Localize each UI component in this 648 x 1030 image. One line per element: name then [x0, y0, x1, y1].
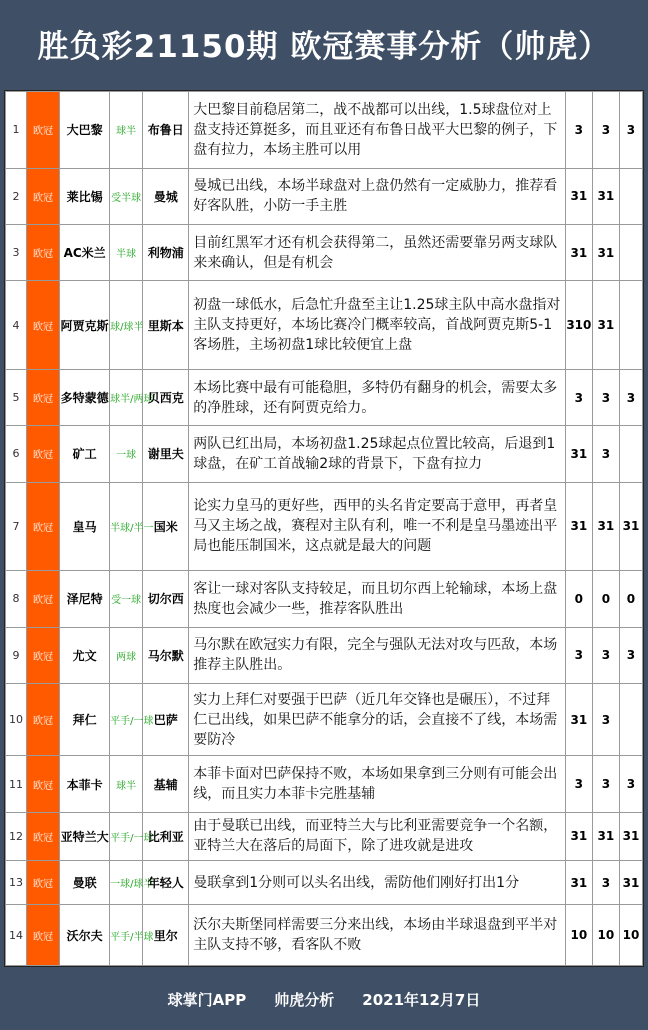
home-team: 亚特兰大	[60, 812, 110, 860]
away-team: 国米	[143, 482, 189, 571]
pick-2: 3	[592, 756, 619, 812]
handicap: 平手/一球	[110, 812, 143, 860]
pick-1: 0	[565, 571, 592, 627]
pick-3: 0	[619, 571, 642, 627]
home-team: 本菲卡	[60, 756, 110, 812]
away-team: 基辅	[143, 756, 189, 812]
analysis-note: 曼城已出线，本场半球盘对上盘仍然有一定威胁力，推荐看好客队胜，小防一手主胜	[189, 168, 566, 224]
analysis-note: 本菲卡面对巴萨保持不败，本场如果拿到三分则有可能会出线，而且实力本菲卡完胜基辅	[189, 756, 566, 812]
league-tag: 欧冠	[27, 482, 60, 571]
pick-3: 31	[619, 812, 642, 860]
row-number: 8	[6, 571, 27, 627]
home-team: 尤文	[60, 627, 110, 683]
pick-2: 3	[592, 92, 619, 169]
footer-author: 帅虎分析	[274, 990, 335, 1009]
home-team: 泽尼特	[60, 571, 110, 627]
pick-2: 31	[592, 168, 619, 224]
pick-2: 31	[592, 482, 619, 571]
away-team: 里斯本	[143, 281, 189, 370]
away-team: 贝西克	[143, 369, 189, 425]
pick-1: 31	[565, 224, 592, 280]
away-team: 切尔西	[143, 571, 189, 627]
league-tag: 欧冠	[27, 812, 60, 860]
pick-3: 10	[619, 905, 642, 966]
away-team: 利物浦	[143, 224, 189, 280]
home-team: 多特蒙德	[60, 369, 110, 425]
away-team: 马尔默	[143, 627, 189, 683]
analysis-note: 本场比赛中最有可能稳胆，多特仍有翻身的机会，需要太多的净胜球，还有阿贾克给力。	[189, 369, 566, 425]
pick-1: 310	[565, 281, 592, 370]
match-row	[6, 168, 643, 224]
away-team: 布鲁日	[143, 92, 189, 169]
match-row	[6, 92, 643, 169]
row-number: 12	[6, 812, 27, 860]
pick-3	[619, 426, 642, 482]
pick-2: 31	[592, 224, 619, 280]
match-row	[6, 861, 643, 905]
pick-2: 3	[592, 627, 619, 683]
league-tag: 欧冠	[27, 683, 60, 755]
row-number: 7	[6, 482, 27, 571]
league-tag: 欧冠	[27, 281, 60, 370]
home-team: 拜仁	[60, 683, 110, 755]
page-title: 胜负彩21150期 欧冠赛事分析（帅虎）	[37, 28, 611, 65]
pick-1: 10	[565, 905, 592, 966]
handicap: 平手/一球	[110, 683, 143, 755]
footer-date: 2021年12月7日	[362, 990, 481, 1009]
pick-1: 3	[565, 627, 592, 683]
pick-1: 3	[565, 756, 592, 812]
analysis-note: 大巴黎目前稳居第二，战不战都可以出线，1.5球盘位对上盘支持还算挺多，而且亚还有布鲁日战平大巴黎的例子，下盘有拉力，本场主胜可以用	[189, 92, 566, 169]
row-number: 2	[6, 168, 27, 224]
home-team: AC米兰	[60, 224, 110, 280]
league-tag: 欧冠	[27, 426, 60, 482]
row-number: 4	[6, 281, 27, 370]
handicap: 球半	[110, 756, 143, 812]
analysis-note: 沃尔夫斯堡同样需要三分来出线，本场由半球退盘到平半对主队支持不够，看客队不败	[189, 905, 566, 966]
away-team: 年轻人	[143, 861, 189, 905]
pick-2: 3	[592, 369, 619, 425]
handicap: 球半	[110, 92, 143, 169]
pick-1: 31	[565, 812, 592, 860]
pick-1: 31	[565, 168, 592, 224]
away-team: 曼城	[143, 168, 189, 224]
home-team: 阿贾克斯	[60, 281, 110, 370]
home-team: 曼联	[60, 861, 110, 905]
pick-1: 31	[565, 861, 592, 905]
analysis-note: 客让一球对客队支持较足，而且切尔西上轮输球，本场上盘热度也会减少一些，推荐客队胜出	[189, 571, 566, 627]
handicap: 一球/球半	[110, 861, 143, 905]
row-number: 10	[6, 683, 27, 755]
league-tag: 欧冠	[27, 369, 60, 425]
analysis-note: 初盘一球低水，后急忙升盘至主让1.25球主队中高水盘指对主队支持更好，本场比赛冷门概率较高，首战阿贾克斯5-1客场胜，主场初盘1球比较便宜上盘	[189, 281, 566, 370]
away-team: 比利亚	[143, 812, 189, 860]
away-team: 巴萨	[143, 683, 189, 755]
row-number: 14	[6, 905, 27, 966]
pick-3: 31	[619, 861, 642, 905]
pick-1: 3	[565, 92, 592, 169]
pick-2: 31	[592, 812, 619, 860]
match-row	[6, 683, 643, 755]
pick-3: 3	[619, 756, 642, 812]
row-number: 9	[6, 627, 27, 683]
pick-2: 3	[592, 861, 619, 905]
league-tag: 欧冠	[27, 571, 60, 627]
home-team: 矿工	[60, 426, 110, 482]
league-tag: 欧冠	[27, 92, 60, 169]
match-row	[6, 281, 643, 370]
away-team: 谢里夫	[143, 426, 189, 482]
handicap: 一球	[110, 426, 143, 482]
handicap: 球/球半	[110, 281, 143, 370]
handicap: 两球	[110, 627, 143, 683]
analysis-table	[4, 90, 644, 967]
handicap: 平手/半球	[110, 905, 143, 966]
home-team: 皇马	[60, 482, 110, 571]
match-row	[6, 756, 643, 812]
row-number: 5	[6, 369, 27, 425]
pick-1: 31	[565, 482, 592, 571]
match-row	[6, 426, 643, 482]
pick-2: 0	[592, 571, 619, 627]
pick-3	[619, 683, 642, 755]
handicap: 球半/两球	[110, 369, 143, 425]
home-team: 大巴黎	[60, 92, 110, 169]
pick-3: 31	[619, 482, 642, 571]
row-number: 3	[6, 224, 27, 280]
match-row	[6, 812, 643, 860]
match-row	[6, 627, 643, 683]
pick-3: 3	[619, 369, 642, 425]
pick-2: 3	[592, 426, 619, 482]
pick-2: 3	[592, 683, 619, 755]
analysis-note: 曼联拿到1分则可以头名出线，需防他们刚好打出1分	[189, 861, 566, 905]
match-row	[6, 905, 643, 966]
pick-3	[619, 224, 642, 280]
analysis-note: 论实力皇马的更好些，西甲的头名肯定要高于意甲，再者皇马又主场之战，赛程对主队有利，唯一不利是皇马墨迹出平局也能压制国米，这点就是最大的问题	[189, 482, 566, 571]
match-row	[6, 571, 643, 627]
league-tag: 欧冠	[27, 224, 60, 280]
league-tag: 欧冠	[27, 905, 60, 966]
match-row	[6, 369, 643, 425]
league-tag: 欧冠	[27, 861, 60, 905]
match-row	[6, 482, 643, 571]
league-tag: 欧冠	[27, 756, 60, 812]
home-team: 沃尔夫	[60, 905, 110, 966]
handicap: 受半球	[110, 168, 143, 224]
league-tag: 欧冠	[27, 627, 60, 683]
analysis-note: 马尔默在欧冠实力有限，完全与强队无法对攻与匹敌，本场推荐主队胜出。	[189, 627, 566, 683]
header-banner	[0, 0, 648, 86]
pick-1: 3	[565, 369, 592, 425]
row-number: 13	[6, 861, 27, 905]
pick-1: 31	[565, 683, 592, 755]
analysis-note: 两队已红出局，本场初盘1.25球起点位置比较高，后退到1球盘，在矿工首战输2球的背景下，下盘有拉力	[189, 426, 566, 482]
league-tag: 欧冠	[27, 168, 60, 224]
match-row	[6, 224, 643, 280]
home-team: 莱比锡	[60, 168, 110, 224]
analysis-note: 由于曼联已出线，而亚特兰大与比利亚需要竞争一个名额，亚特兰大在落后的局面下，除了进攻就是进攻	[189, 812, 566, 860]
away-team: 里尔	[143, 905, 189, 966]
pick-2: 10	[592, 905, 619, 966]
pick-3: 3	[619, 627, 642, 683]
analysis-note: 实力上拜仁对要强于巴萨（近几年交锋也是碾压），不过拜仁已出线，如果巴萨不能拿分的话，会直接不了线，本场需要防冷	[189, 683, 566, 755]
handicap: 半球/半一	[110, 482, 143, 571]
handicap: 半球	[110, 224, 143, 280]
footer-bar	[0, 968, 648, 1030]
pick-2: 31	[592, 281, 619, 370]
pick-3: 3	[619, 92, 642, 169]
row-number: 1	[6, 92, 27, 169]
handicap: 受一球	[110, 571, 143, 627]
pick-3	[619, 168, 642, 224]
row-number: 6	[6, 426, 27, 482]
row-number: 11	[6, 756, 27, 812]
analysis-note: 目前红黑军才还有机会获得第二，虽然还需要靠另两支球队来来确认，但是有机会	[189, 224, 566, 280]
footer-app-name: 球掌门APP	[167, 990, 247, 1009]
pick-3	[619, 281, 642, 370]
pick-1: 31	[565, 426, 592, 482]
